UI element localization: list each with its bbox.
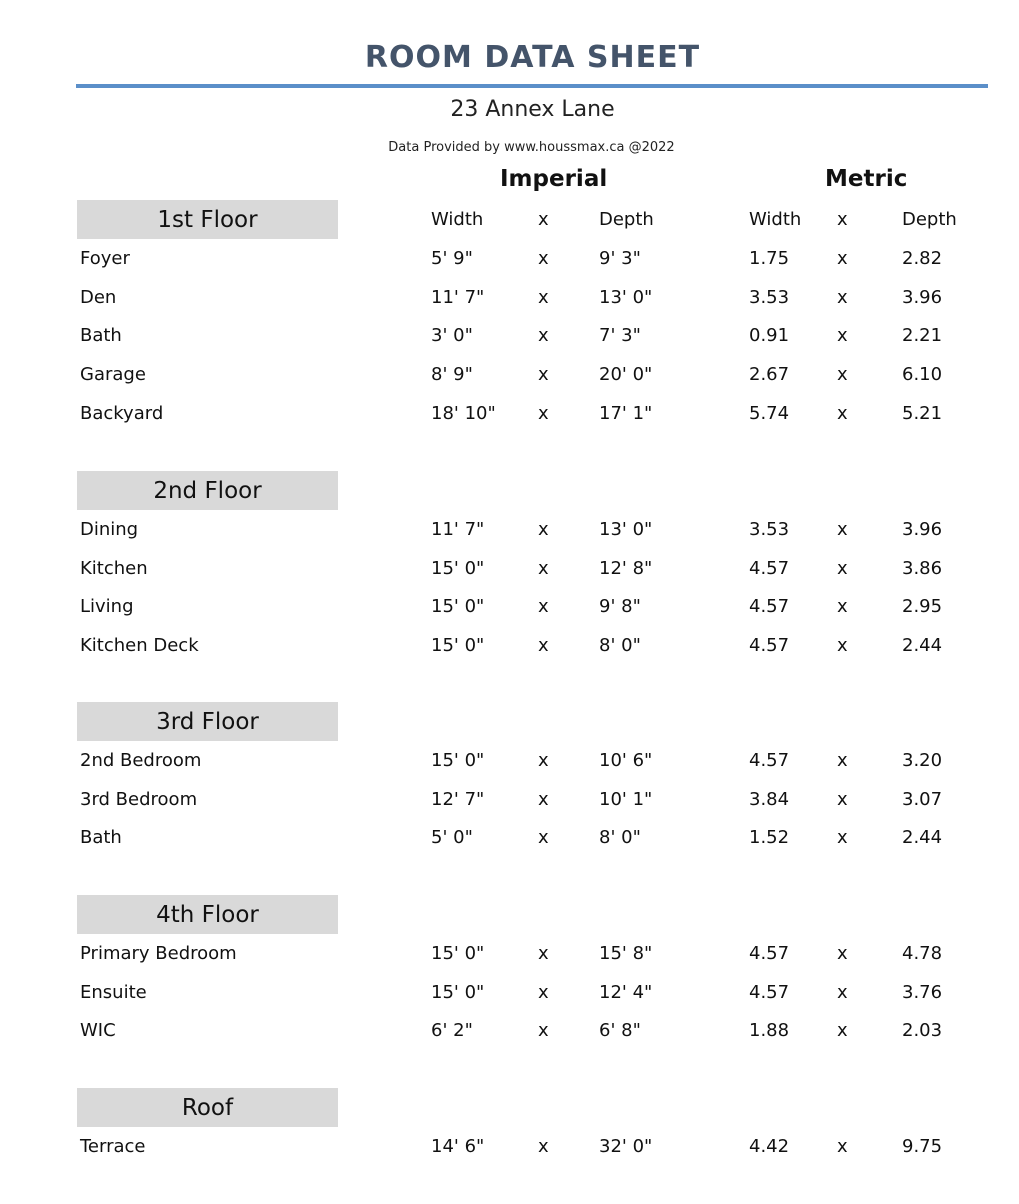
imperial-width: 18' 10" bbox=[431, 403, 496, 424]
imperial-width: 11' 7" bbox=[431, 287, 485, 308]
metric-times: x bbox=[837, 596, 848, 617]
imperial-times: x bbox=[538, 750, 549, 771]
imperial-width: 8' 9" bbox=[431, 364, 473, 385]
imperial-times: x bbox=[538, 403, 549, 424]
metric-times: x bbox=[837, 558, 848, 579]
metric-depth: 2.82 bbox=[902, 248, 943, 269]
data-credit: Data Provided by www.houssmax.ca @2022 bbox=[388, 140, 675, 155]
metric-depth: 5.21 bbox=[902, 403, 943, 424]
imperial-width-header: Width bbox=[431, 209, 484, 230]
metric-depth: 9.75 bbox=[902, 1136, 943, 1157]
imperial-width: 12' 7" bbox=[431, 789, 485, 810]
imperial-depth-header: Depth bbox=[599, 209, 654, 230]
imperial-times-header: x bbox=[538, 209, 549, 230]
imperial-depth: 8' 0" bbox=[599, 827, 641, 848]
metric-width: 4.57 bbox=[749, 750, 790, 771]
imperial-times: x bbox=[538, 364, 549, 385]
metric-times: x bbox=[837, 325, 848, 346]
imperial-depth: 6' 8" bbox=[599, 1020, 641, 1041]
metric-width-header: Width bbox=[749, 209, 802, 230]
metric-times-header: x bbox=[837, 209, 848, 230]
imperial-times: x bbox=[538, 1020, 549, 1041]
imperial-depth: 15' 8" bbox=[599, 943, 653, 964]
metric-depth: 2.95 bbox=[902, 596, 943, 617]
metric-depth: 4.78 bbox=[902, 943, 943, 964]
imperial-times: x bbox=[538, 519, 549, 540]
imperial-width: 15' 0" bbox=[431, 635, 485, 656]
imperial-width: 5' 0" bbox=[431, 827, 473, 848]
metric-width: 4.57 bbox=[749, 596, 790, 617]
floor-header: 4th Floor bbox=[77, 895, 338, 934]
metric-width: 4.42 bbox=[749, 1136, 790, 1157]
imperial-depth: 9' 8" bbox=[599, 596, 641, 617]
imperial-times: x bbox=[538, 596, 549, 617]
metric-width: 4.57 bbox=[749, 943, 790, 964]
property-address: 23 Annex Lane bbox=[450, 97, 615, 122]
metric-width: 2.67 bbox=[749, 364, 790, 385]
imperial-times: x bbox=[538, 943, 549, 964]
metric-depth-header: Depth bbox=[902, 209, 957, 230]
imperial-width: 15' 0" bbox=[431, 982, 485, 1003]
imperial-width: 5' 9" bbox=[431, 248, 473, 269]
metric-times: x bbox=[837, 750, 848, 771]
metric-times: x bbox=[837, 1020, 848, 1041]
metric-width: 5.74 bbox=[749, 403, 790, 424]
imperial-depth: 13' 0" bbox=[599, 519, 653, 540]
metric-times: x bbox=[837, 403, 848, 424]
metric-depth: 3.86 bbox=[902, 558, 943, 579]
metric-width: 1.52 bbox=[749, 827, 790, 848]
imperial-times: x bbox=[538, 325, 549, 346]
room-name: Living bbox=[80, 596, 134, 617]
room-name: Kitchen Deck bbox=[80, 635, 199, 656]
imperial-depth: 10' 1" bbox=[599, 789, 653, 810]
room-name: WIC bbox=[80, 1020, 116, 1041]
metric-depth: 2.03 bbox=[902, 1020, 943, 1041]
metric-width: 3.53 bbox=[749, 287, 790, 308]
room-name: Kitchen bbox=[80, 558, 148, 579]
imperial-depth: 7' 3" bbox=[599, 325, 641, 346]
imperial-times: x bbox=[538, 982, 549, 1003]
metric-depth: 3.96 bbox=[902, 287, 943, 308]
imperial-times: x bbox=[538, 287, 549, 308]
imperial-width: 15' 0" bbox=[431, 750, 485, 771]
imperial-depth: 12' 8" bbox=[599, 558, 653, 579]
imperial-depth: 17' 1" bbox=[599, 403, 653, 424]
metric-width: 1.75 bbox=[749, 248, 790, 269]
floor-header: 1st Floor bbox=[77, 200, 338, 239]
metric-width: 3.84 bbox=[749, 789, 790, 810]
imperial-heading: Imperial bbox=[500, 166, 608, 192]
metric-depth: 3.96 bbox=[902, 519, 943, 540]
floor-header: 3rd Floor bbox=[77, 702, 338, 741]
title-rule bbox=[76, 84, 988, 88]
imperial-width: 14' 6" bbox=[431, 1136, 485, 1157]
imperial-times: x bbox=[538, 635, 549, 656]
imperial-times: x bbox=[538, 558, 549, 579]
metric-times: x bbox=[837, 789, 848, 810]
metric-depth: 3.20 bbox=[902, 750, 943, 771]
metric-depth: 3.07 bbox=[902, 789, 943, 810]
metric-times: x bbox=[837, 519, 848, 540]
metric-times: x bbox=[837, 1136, 848, 1157]
imperial-times: x bbox=[538, 827, 549, 848]
imperial-depth: 20' 0" bbox=[599, 364, 653, 385]
metric-times: x bbox=[837, 248, 848, 269]
imperial-depth: 9' 3" bbox=[599, 248, 641, 269]
metric-width: 0.91 bbox=[749, 325, 790, 346]
metric-width: 1.88 bbox=[749, 1020, 790, 1041]
room-name: 2nd Bedroom bbox=[80, 750, 202, 771]
imperial-width: 15' 0" bbox=[431, 558, 485, 579]
imperial-depth: 32' 0" bbox=[599, 1136, 653, 1157]
imperial-depth: 12' 4" bbox=[599, 982, 653, 1003]
room-name: Terrace bbox=[80, 1136, 146, 1157]
room-name: Foyer bbox=[80, 248, 130, 269]
imperial-depth: 13' 0" bbox=[599, 287, 653, 308]
metric-depth: 2.21 bbox=[902, 325, 943, 346]
imperial-times: x bbox=[538, 1136, 549, 1157]
floor-header: 2nd Floor bbox=[77, 471, 338, 510]
imperial-times: x bbox=[538, 789, 549, 810]
imperial-depth: 10' 6" bbox=[599, 750, 653, 771]
room-name: Bath bbox=[80, 325, 122, 346]
imperial-width: 6' 2" bbox=[431, 1020, 473, 1041]
metric-width: 3.53 bbox=[749, 519, 790, 540]
room-name: 3rd Bedroom bbox=[80, 789, 198, 810]
metric-depth: 3.76 bbox=[902, 982, 943, 1003]
room-name: Dining bbox=[80, 519, 139, 540]
metric-times: x bbox=[837, 364, 848, 385]
imperial-width: 15' 0" bbox=[431, 943, 485, 964]
metric-depth: 2.44 bbox=[902, 827, 943, 848]
imperial-width: 3' 0" bbox=[431, 325, 473, 346]
metric-times: x bbox=[837, 287, 848, 308]
page-title: ROOM DATA SHEET bbox=[364, 40, 701, 75]
room-name: Den bbox=[80, 287, 117, 308]
metric-times: x bbox=[837, 635, 848, 656]
room-name: Garage bbox=[80, 364, 146, 385]
metric-width: 4.57 bbox=[749, 982, 790, 1003]
imperial-times: x bbox=[538, 248, 549, 269]
room-name: Backyard bbox=[80, 403, 164, 424]
imperial-width: 15' 0" bbox=[431, 596, 485, 617]
metric-times: x bbox=[837, 827, 848, 848]
floor-header: Roof bbox=[77, 1088, 338, 1127]
metric-depth: 6.10 bbox=[902, 364, 943, 385]
metric-depth: 2.44 bbox=[902, 635, 943, 656]
metric-width: 4.57 bbox=[749, 558, 790, 579]
imperial-depth: 8' 0" bbox=[599, 635, 641, 656]
room-name: Ensuite bbox=[80, 982, 147, 1003]
metric-heading: Metric bbox=[825, 166, 908, 192]
metric-times: x bbox=[837, 943, 848, 964]
room-name: Bath bbox=[80, 827, 122, 848]
metric-width: 4.57 bbox=[749, 635, 790, 656]
imperial-width: 11' 7" bbox=[431, 519, 485, 540]
room-name: Primary Bedroom bbox=[80, 943, 237, 964]
metric-times: x bbox=[837, 982, 848, 1003]
